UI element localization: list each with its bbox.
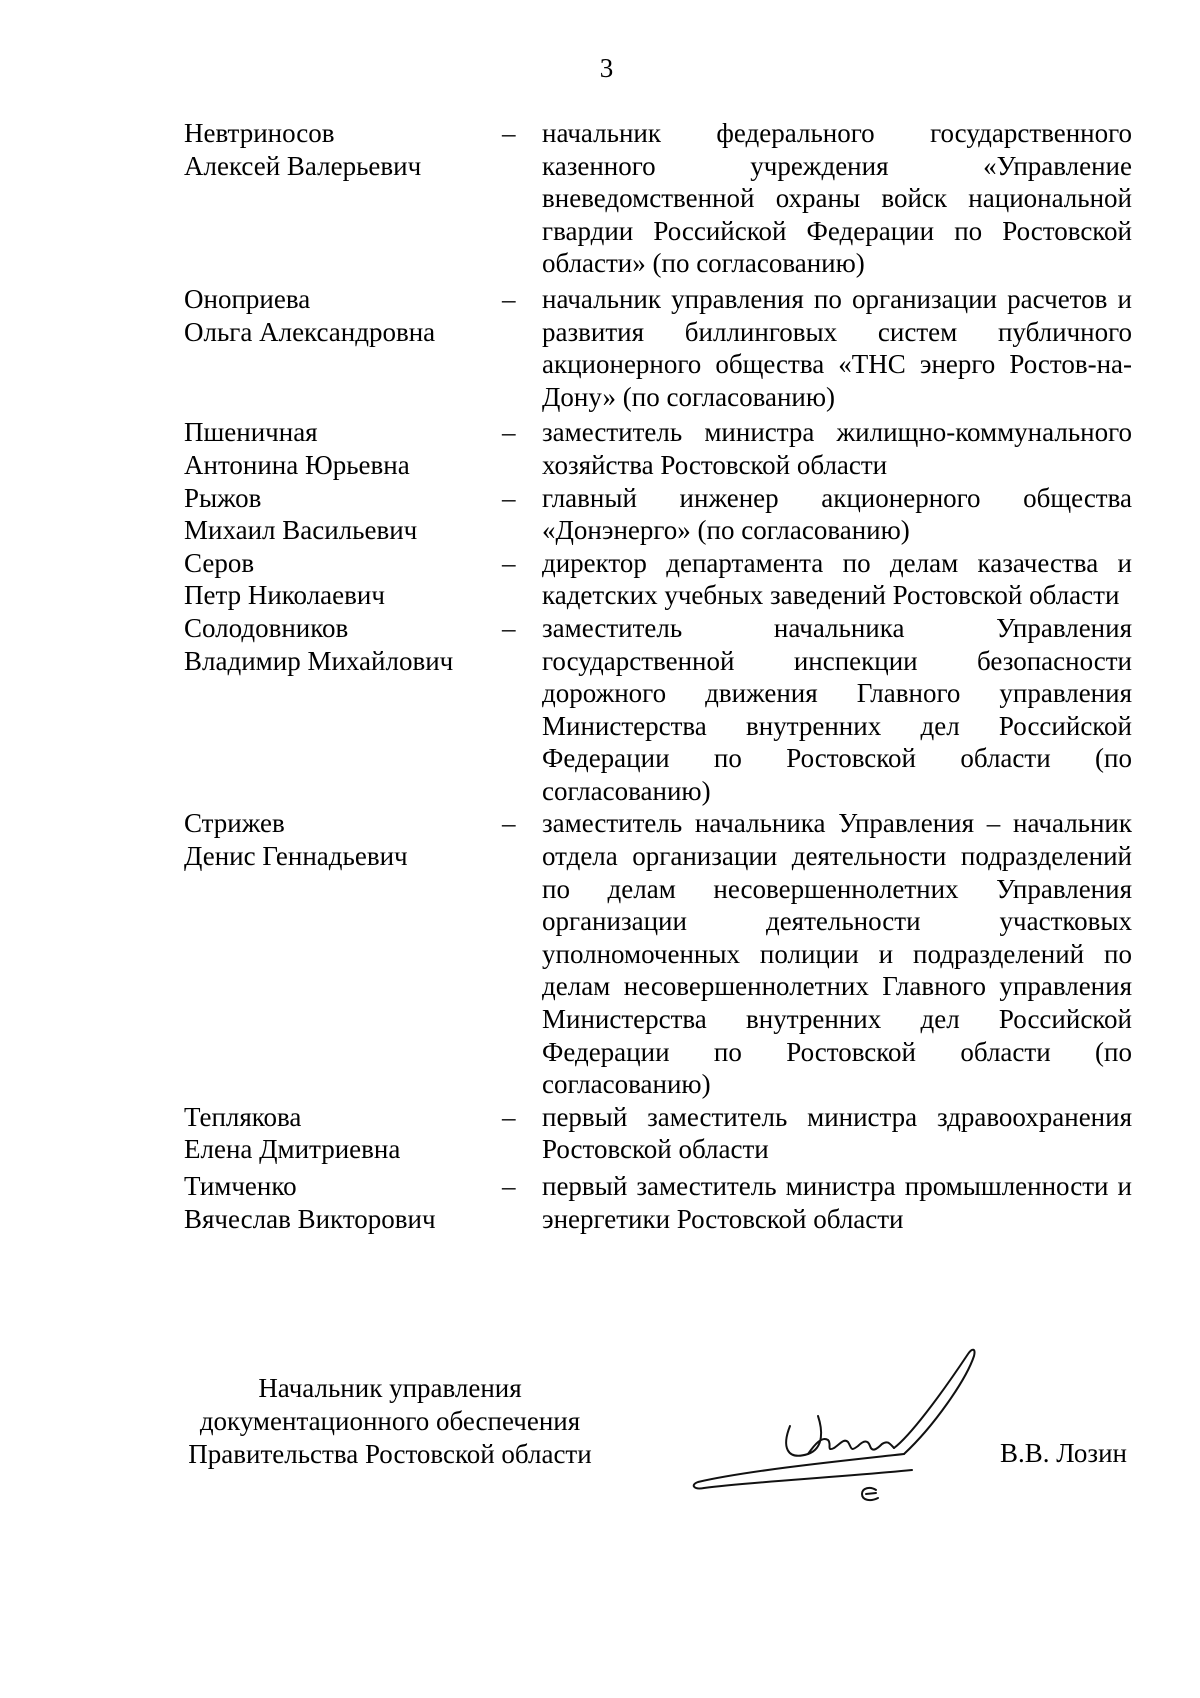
member-position: директор департамента по делам казачества и кадетских учебных заведений Ростовской области <box>542 547 1132 611</box>
member-given-names: Денис Геннадьевич <box>184 841 408 872</box>
member-surname: Невтриносов <box>184 118 335 148</box>
member-surname: Серов <box>184 547 255 578</box>
member-position: заместитель начальника Управления – начальник отдела организации деятельности подразделений по делам несовершеннолетних Управления организации деятельности участковых уполномоченных полиции и подразделений по делам несовершеннолетних Главного управления Министерства внутренних дел Российской Федерации по Ростовской области (по согласованию) <box>542 808 1132 1100</box>
handwritten-signature <box>690 1336 1020 1506</box>
member-row <box>184 283 1144 413</box>
signature-title-line: документационного обеспечения <box>199 1406 581 1436</box>
member-given-names: Владимир Михайлович <box>184 645 454 676</box>
signer-name: В.В. Лозин <box>1000 1438 1127 1468</box>
member-given-names: Вячеслав Викторович <box>184 1203 436 1234</box>
member-position: начальник федерального государственного казенного учреждения «Управление вневедомственной охраны войск национальной гвардии Российской Федерации по Ростовской области» (по согласованию) <box>542 118 1132 279</box>
member-surname: Оноприева <box>184 283 311 314</box>
member-row <box>184 117 1144 280</box>
member-given-names: Петр Николаевич <box>184 580 385 611</box>
member-dash: – <box>502 482 516 513</box>
member-surname: Теплякова <box>184 1101 302 1132</box>
member-given-names: Алексей Валерьевич <box>184 150 422 181</box>
signature-title-line: Начальник управления <box>258 1373 522 1403</box>
member-surname: Пшеничная <box>184 417 318 448</box>
member-position: главный инженер акционерного общества «Донэнерго» (по согласованию) <box>542 482 1132 546</box>
member-dash: – <box>502 283 516 314</box>
signature-block <box>0 1372 1200 1492</box>
member-dash: – <box>502 118 516 148</box>
member-name <box>184 283 502 413</box>
member-name <box>184 416 502 481</box>
member-position: начальник управления по организации расчетов и развития биллинговых систем публичного акционерного общества «ТНС энерго Ростов-на-Дону» (по согласованию) <box>542 283 1132 412</box>
page-number: 3 <box>599 53 614 83</box>
member-surname: Тимченко <box>184 1171 297 1201</box>
member-position: первый заместитель министра здравоохранения Ростовской области <box>542 1101 1132 1165</box>
member-row <box>184 416 1144 481</box>
member-name <box>184 547 502 612</box>
member-dash: – <box>502 1171 516 1201</box>
member-dash: – <box>502 1101 516 1132</box>
member-surname: Рыжов <box>184 482 262 513</box>
member-name <box>184 117 502 280</box>
member-given-names: Ольга Александровна <box>184 316 436 347</box>
member-given-names: Михаил Васильевич <box>184 515 418 546</box>
member-row <box>184 1101 1144 1166</box>
member-list <box>184 117 1144 1235</box>
member-surname: Солодовников <box>184 612 349 643</box>
member-given-names: Елена Дмитриевна <box>184 1134 401 1165</box>
member-name <box>184 612 502 808</box>
member-surname: Стрижев <box>184 808 285 839</box>
member-given-names: Антонина Юрьевна <box>184 449 410 480</box>
member-name <box>184 807 502 1100</box>
member-name <box>184 1170 502 1235</box>
member-position: первый заместитель министра промышленности и энергетики Ростовской области <box>542 1171 1132 1234</box>
member-row <box>184 1170 1144 1235</box>
member-name <box>184 482 502 547</box>
member-row <box>184 612 1144 808</box>
signature-title-line: Правительства Ростовской области <box>188 1439 592 1469</box>
member-dash: – <box>502 417 516 448</box>
member-name <box>184 1101 502 1166</box>
member-dash: – <box>502 547 516 578</box>
member-row <box>184 807 1144 1100</box>
member-position: заместитель министра жилищно-коммунального хозяйства Ростовской области <box>542 417 1132 480</box>
member-position: заместитель начальника Управления государственной инспекции безопасности дорожного движения Главного управления Министерства внутренних дел Российской Федерации по Ростовской области (по согласованию) <box>542 612 1132 806</box>
member-row <box>184 547 1144 612</box>
member-row <box>184 482 1144 547</box>
member-dash: – <box>502 808 516 839</box>
member-dash: – <box>502 612 516 643</box>
